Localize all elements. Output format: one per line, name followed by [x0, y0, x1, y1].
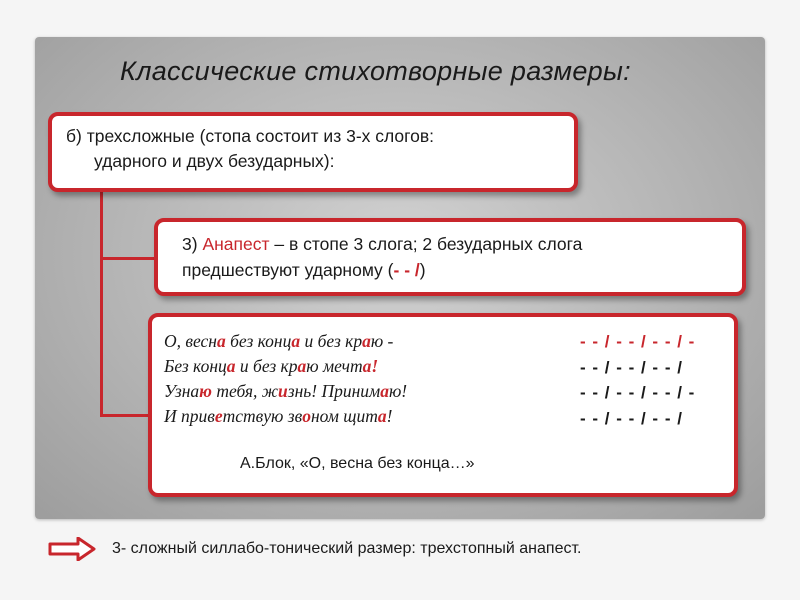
poem-segment: тствую зв	[222, 406, 303, 426]
anapest-term: Анапест	[202, 234, 270, 254]
poem-segment: ю мечт	[306, 356, 363, 376]
stressed-syllable: а	[380, 381, 389, 401]
poem-segment: ном щит	[310, 406, 378, 426]
poem-segment: !	[386, 406, 393, 426]
stressed-syllable: а	[297, 356, 307, 376]
poem-segment: Узна	[164, 381, 200, 401]
meter-line: - - / - - / - - / -	[580, 332, 696, 351]
poem-segment: ю -	[370, 331, 394, 351]
poem-text	[164, 329, 407, 429]
poem-line	[164, 404, 407, 429]
stressed-syllable: а	[226, 356, 236, 376]
poem-segment: тебя, ж	[211, 381, 279, 401]
stressed-syllable: а!	[362, 356, 379, 376]
anapest-line-1	[182, 234, 582, 255]
poem-author: А.Блок, «О, весна без конца…»	[240, 455, 475, 472]
poem-segment: ю!	[388, 381, 408, 401]
conclusion-text: 3- сложный силлабо-тонический размер: трехстопный анапест.	[112, 540, 582, 557]
poem-segment: И прив	[164, 406, 215, 426]
meter-line: - - / - - / - - / -	[580, 383, 696, 402]
poem-segment: и без кр	[300, 331, 363, 351]
stressed-syllable: ю	[199, 381, 212, 401]
anapest-number: 3)	[182, 234, 203, 254]
anapest-description: – в стопе 3 слога; 2 безударных слога	[269, 234, 583, 254]
poem-line	[164, 354, 407, 379]
anapest-definition-box	[154, 218, 746, 296]
anapest-pattern: - - /	[393, 260, 420, 280]
poem-segment: без конц	[225, 331, 292, 351]
poem-segment: О, весн	[164, 331, 217, 351]
stressed-syllable: е	[214, 406, 223, 426]
stressed-syllable: а	[216, 331, 226, 351]
tree-connector-branch-1	[100, 257, 154, 260]
slide-title: Классические стихотворные размеры:	[120, 56, 631, 86]
anapest-line-2	[182, 260, 426, 281]
poem-example-box	[148, 313, 738, 497]
right-arrow-icon	[48, 537, 96, 561]
stressed-syllable: и	[278, 381, 288, 401]
trisyllabic-definition-box	[48, 112, 578, 192]
poem-segment: знь! Приним	[287, 381, 381, 401]
stressed-syllable: о	[302, 406, 311, 426]
anapest-description-2: предшествуют ударному (	[182, 260, 394, 280]
poem-line	[164, 329, 407, 354]
anapest-close-paren: )	[419, 260, 426, 280]
definition-line-1: б) трехсложные (стопа состоит из 3-х слогов:	[66, 126, 435, 146]
stressed-syllable: а	[377, 406, 387, 426]
tree-connector-branch-2	[100, 414, 148, 417]
meter-line: - - / - - / - - /	[580, 357, 683, 377]
definition-line-2: ударного и двух безударных):	[94, 151, 335, 171]
poem-line	[164, 379, 407, 404]
meter-scheme	[580, 329, 695, 431]
tree-connector-vertical	[100, 192, 103, 417]
stressed-syllable: а	[362, 331, 371, 351]
poem-segment: и без кр	[235, 356, 298, 376]
meter-line: - - / - - / - - /	[580, 408, 683, 428]
poem-segment: Без конц	[164, 356, 227, 376]
stressed-syllable: а	[291, 331, 301, 351]
